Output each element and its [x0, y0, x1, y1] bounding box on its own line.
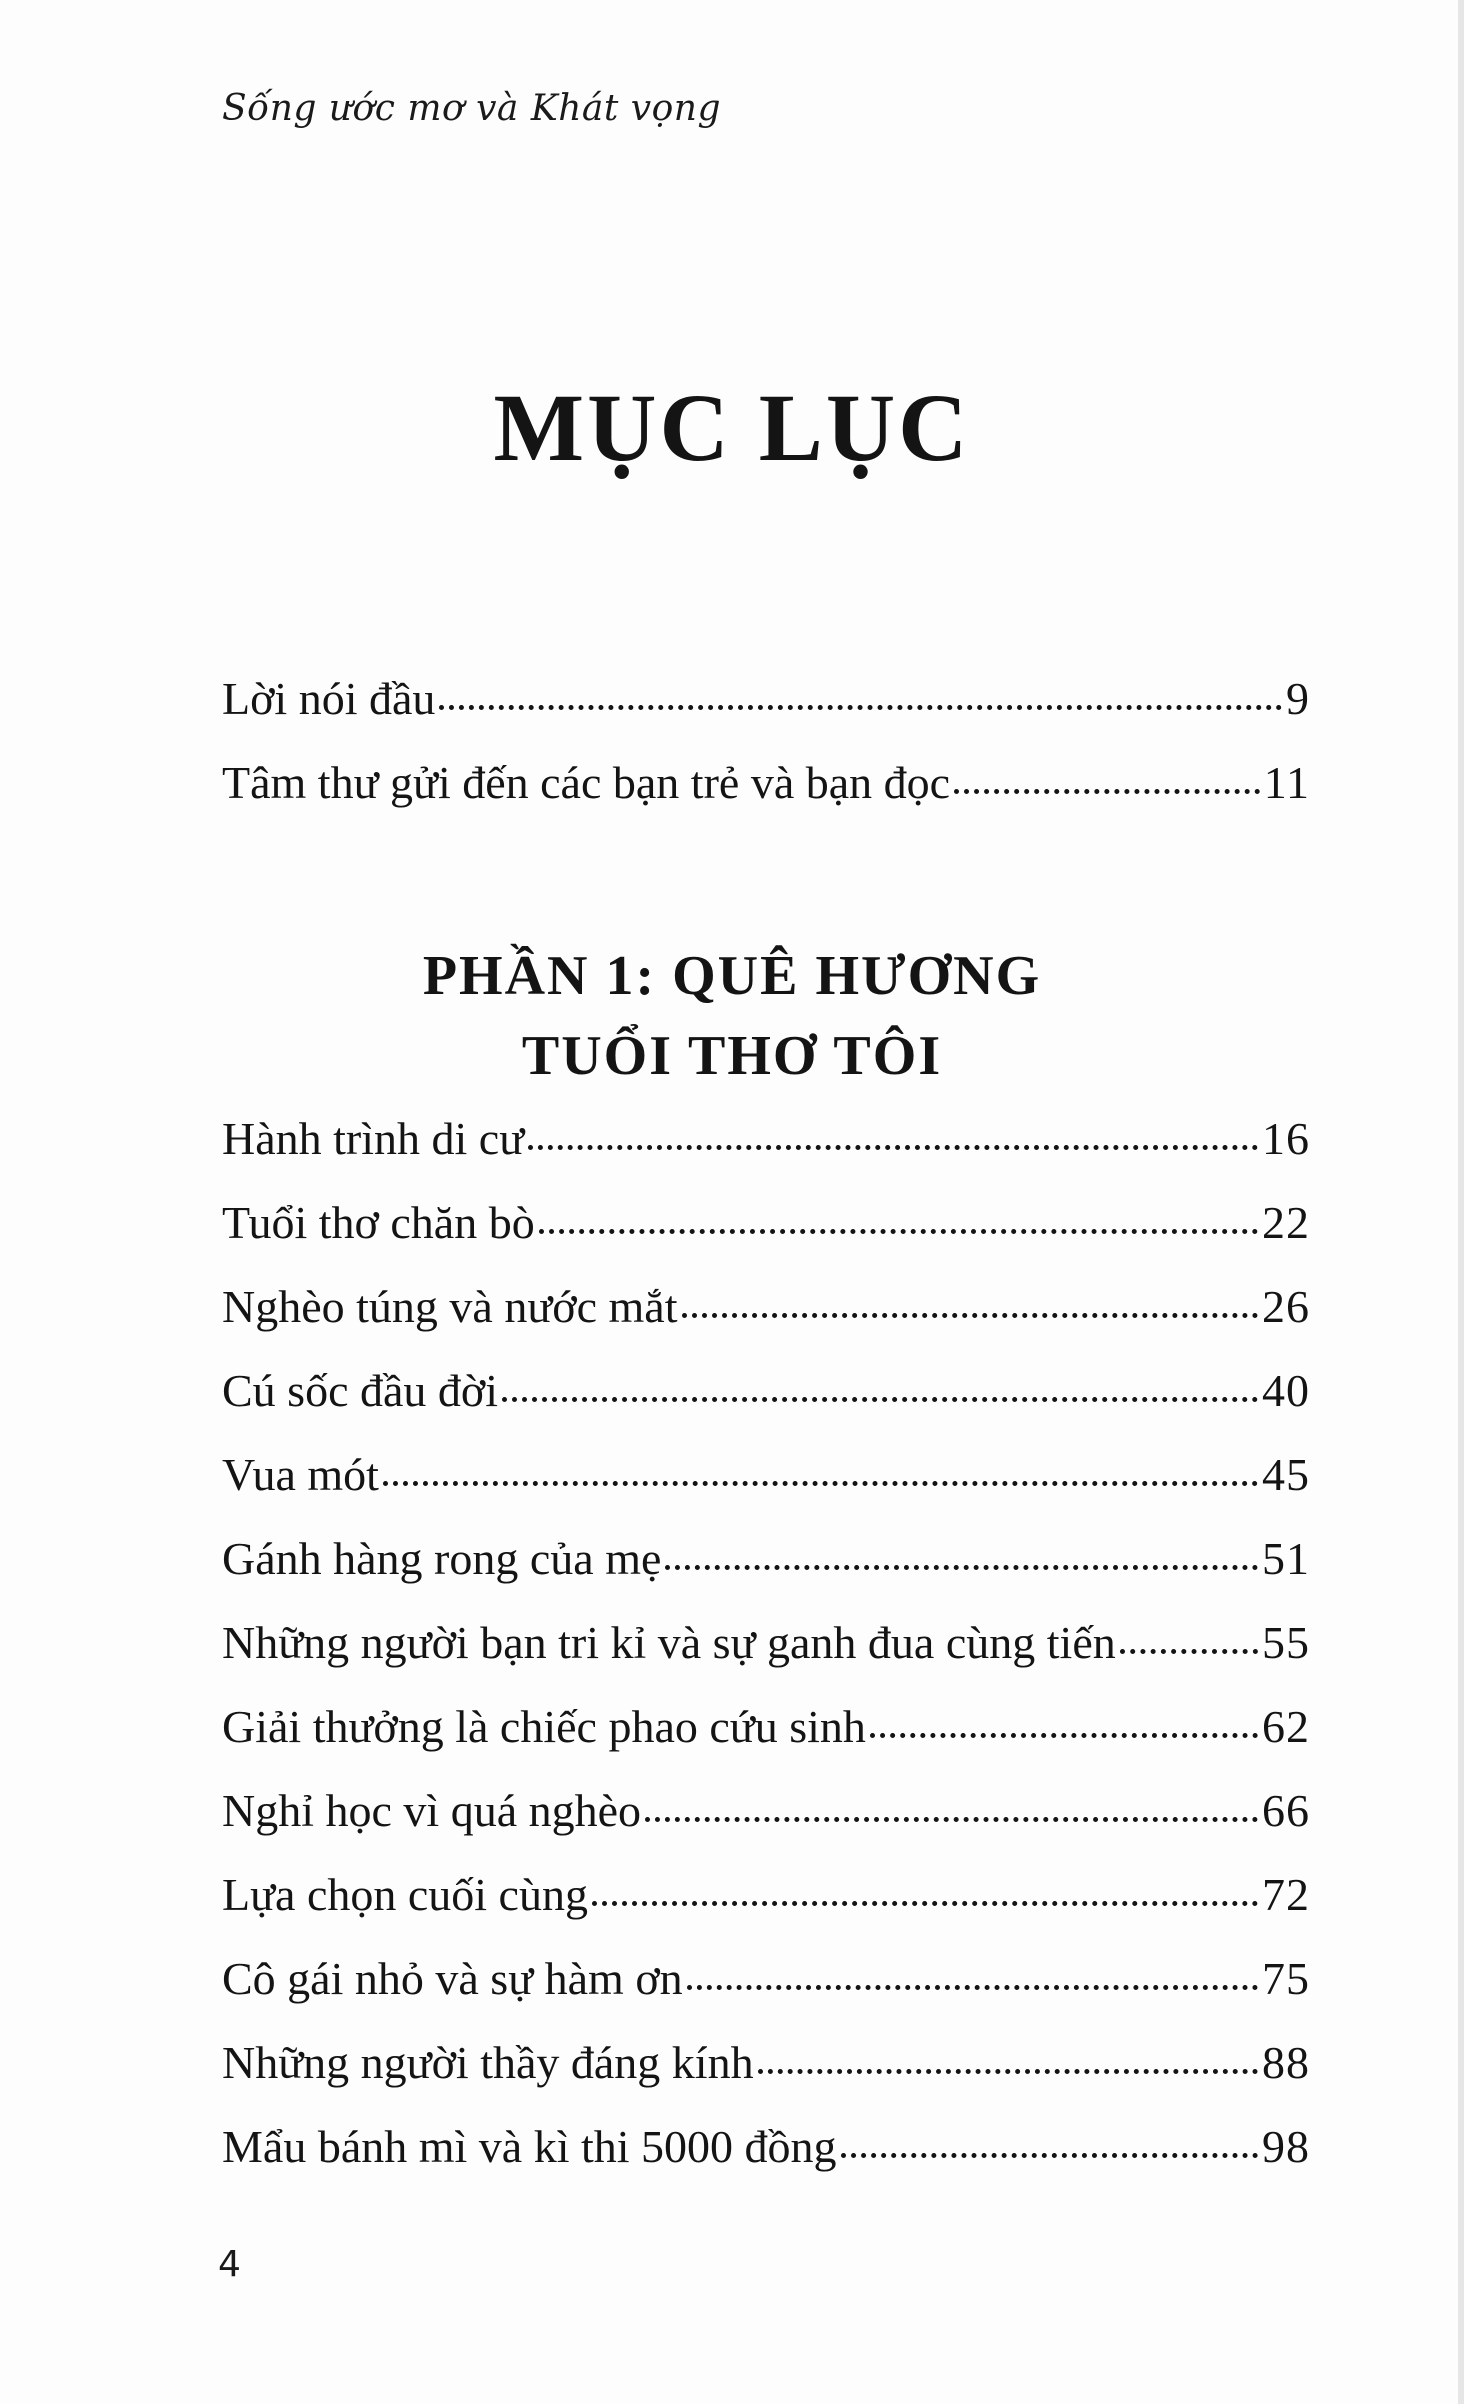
toc-entry-label: Lựa chọn cuối cùng: [222, 1869, 588, 1920]
toc-entry[interactable]: [222, 1617, 1310, 1704]
toc-entry-page: 40: [1262, 1365, 1310, 1416]
toc-entry-page: 75: [1262, 1953, 1310, 2004]
toc-dot-leader: [539, 1229, 1258, 1234]
toc-entry-label: Nghỉ học vì quá nghèo: [222, 1785, 642, 1836]
toc-entry[interactable]: [222, 1365, 1310, 1452]
toc-entry-label: Cú sốc đầu đời: [222, 1365, 499, 1416]
section-heading-part-1: [0, 936, 1464, 1096]
toc-entry[interactable]: [222, 1701, 1310, 1788]
toc-entry-label: Tuổi thơ chăn bò: [222, 1197, 535, 1248]
running-header-book-title: Sống ước mơ và Khát vọng: [222, 88, 722, 129]
toc-title: MỤC LỤC: [493, 374, 971, 481]
toc-dot-leader: [954, 789, 1260, 794]
toc-entry[interactable]: [222, 1533, 1310, 1620]
toc-entry[interactable]: [222, 2037, 1310, 2124]
toc-entry[interactable]: [222, 1449, 1310, 1536]
page-number: 4: [218, 2244, 241, 2285]
toc-part-1-entries: [222, 1113, 1310, 2208]
toc-entry-page: 62: [1262, 1701, 1310, 1752]
section-heading-line-1: PHẦN 1: QUÊ HƯƠNG: [422, 945, 1042, 1007]
toc-entry-label: Tâm thư gửi đến các bạn trẻ và bạn đọc: [222, 757, 951, 808]
toc-entry-page: 98: [1262, 2121, 1310, 2172]
toc-entry-page: 22: [1262, 1197, 1310, 1248]
toc-entry-label: Nghèo túng và nước mắt: [222, 1281, 678, 1332]
toc-entry[interactable]: [222, 757, 1310, 844]
toc-entry-label: Những người thầy đáng kính: [222, 2037, 754, 2088]
toc-dot-leader: [841, 2153, 1258, 2158]
toc-entry[interactable]: [222, 1785, 1310, 1872]
toc-dot-leader: [682, 1313, 1259, 1318]
toc-entry-page: 16: [1262, 1113, 1310, 1164]
toc-entry-label: Gánh hàng rong của mẹ: [222, 1533, 662, 1584]
toc-entry-page: 88: [1262, 2037, 1310, 2088]
toc-entry[interactable]: [222, 1113, 1310, 1200]
toc-entry-page: 72: [1262, 1869, 1310, 1920]
toc-dot-leader: [502, 1397, 1258, 1402]
toc-front-matter: [222, 673, 1310, 844]
toc-entry-label: Hành trình di cư: [222, 1113, 525, 1164]
toc-dot-leader: [439, 705, 1282, 710]
page-edge-shadow: [1458, 0, 1464, 2404]
toc-dot-leader: [592, 1901, 1258, 1906]
toc-entry-label: Vua mót: [222, 1449, 379, 1500]
toc-entry-page: 11: [1263, 757, 1310, 808]
toc-entry-page: 45: [1262, 1449, 1310, 1500]
toc-dot-leader: [665, 1565, 1258, 1570]
toc-dot-leader: [383, 1481, 1258, 1486]
toc-entry-label: Lời nói đầu: [222, 673, 436, 724]
toc-entry-label: Mẩu bánh mì và kì thi 5000 đồng: [222, 2121, 837, 2172]
toc-dot-leader: [1120, 1649, 1258, 1654]
toc-entry[interactable]: [222, 2121, 1310, 2208]
toc-entry-label: Những người bạn tri kỉ và sự ganh đua cùng tiến: [222, 1617, 1116, 1668]
toc-entry[interactable]: [222, 1281, 1310, 1368]
toc-dot-leader: [645, 1817, 1258, 1822]
toc-dot-leader: [870, 1733, 1258, 1738]
toc-entry-label: Giải thưởng là chiếc phao cứu sinh: [222, 1701, 866, 1752]
toc-dot-leader: [528, 1145, 1258, 1150]
toc-dot-leader: [758, 2069, 1258, 2074]
toc-entry-label: Cô gái nhỏ và sự hàm ơn: [222, 1953, 683, 2004]
toc-entry-page: 66: [1262, 1785, 1310, 1836]
toc-entry-page: 9: [1286, 673, 1310, 724]
toc-entry-page: 55: [1262, 1617, 1310, 1668]
toc-entry[interactable]: [222, 1869, 1310, 1956]
toc-entry-page: 26: [1262, 1281, 1310, 1332]
toc-entry-page: 51: [1262, 1533, 1310, 1584]
toc-entry[interactable]: [222, 1953, 1310, 2040]
toc-entry[interactable]: [222, 673, 1310, 760]
toc-dot-leader: [687, 1985, 1258, 1990]
toc-entry[interactable]: [222, 1197, 1310, 1284]
section-heading-line-2: TUỔI THƠ TÔI: [521, 1025, 943, 1087]
